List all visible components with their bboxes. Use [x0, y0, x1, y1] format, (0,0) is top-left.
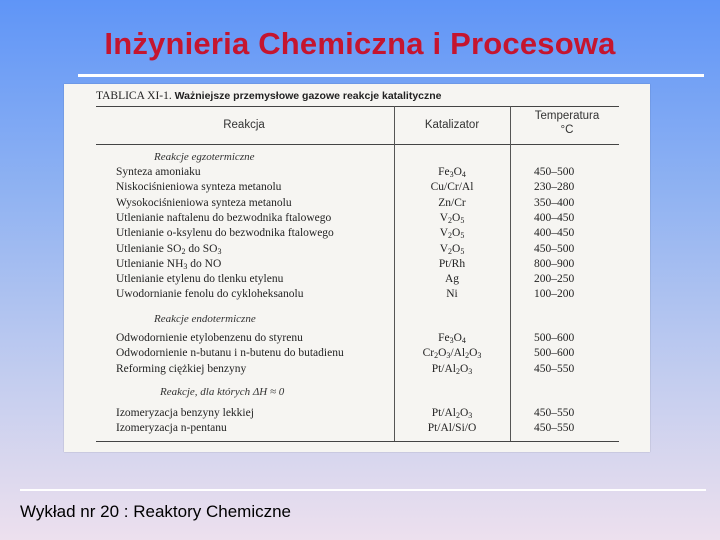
- temperature-cell: 450–550: [534, 422, 575, 435]
- table-header-border: [96, 144, 619, 145]
- temperature-cell: 800–900: [534, 257, 575, 270]
- catalyst-cell: Cu/Cr/Al: [430, 181, 474, 194]
- reaction-cell: Synteza amoniaku: [116, 166, 201, 178]
- reaction-cell: Utlenianie naftalenu do bezwodnika ftalowego: [116, 211, 332, 224]
- temperature-cell: 350–400: [534, 196, 575, 209]
- reaction-cell: Reforming ciężkiej benzyny: [116, 362, 247, 375]
- table-caption: [96, 90, 442, 102]
- catalyst-cell: Zn/Cr: [438, 196, 466, 209]
- catalyst-cell: $V_2O_5$: [439, 211, 465, 225]
- temperature-cell: 400–450: [534, 211, 575, 224]
- catalyst-cell: Pt/Rh: [438, 257, 466, 270]
- catalyst-cell: $Pt/Al_2O_3$: [431, 362, 473, 376]
- section-label: Reakcje endotermiczne: [154, 313, 256, 325]
- catalyst-cell: $V_2O_5$: [439, 242, 465, 256]
- reaction-cell: Odwodornienie n-butanu i n-butenu do butadienu: [116, 347, 344, 360]
- catalyst-cell: $Pt/Al_2O_3$: [431, 407, 473, 420]
- reaction-cell: Izomeryzacja benzyny lekkiej: [116, 407, 254, 419]
- reaction-cell: Wysokociśnieniowa synteza metanolu: [116, 196, 292, 209]
- column-divider-1: [394, 106, 395, 441]
- header-catalyst: Katalizator: [424, 119, 480, 131]
- table-bottom-border: [96, 441, 619, 442]
- temperature-cell: 450–550: [534, 407, 575, 419]
- temperature-cell: 100–200: [534, 288, 575, 301]
- reaction-cell: Izomeryzacja n-pentanu: [116, 422, 227, 435]
- section-label: Reakcje, dla których ΔH ≈ 0: [160, 386, 285, 398]
- footer-divider: [20, 489, 706, 491]
- table-caption-prefix: TABLICA XI-1.: [96, 90, 172, 102]
- table-caption-title: Ważniejsze przemysłowe gazowe reakcje katalityczne: [174, 90, 442, 102]
- catalyst-cell: Ag: [444, 273, 460, 286]
- header-temperature: Temperatura: [534, 110, 600, 122]
- reaction-cell: Utlenianie $NH_3$ do NO: [116, 257, 222, 271]
- catalyst-cell: Ni: [446, 288, 458, 301]
- reaction-cell: Utlenianie etylenu do tlenku etylenu: [116, 273, 284, 286]
- catalyst-cell: $V_2O_5$: [439, 227, 465, 241]
- catalyst-cell: $Fe_3O_4$: [438, 332, 466, 345]
- temperature-cell: 200–250: [534, 273, 575, 286]
- reaction-cell: Utlenianie o-ksylenu do bezwodnika ftalowego: [116, 227, 334, 240]
- reaction-cell: Utlenianie $SO_2$ do $SO_3$: [116, 242, 222, 256]
- footer-text: Wykład nr 20 : Reaktory Chemiczne: [20, 502, 292, 521]
- temperature-cell: 400–450: [534, 227, 575, 240]
- catalyst-cell: Pt/Al/Si/O: [427, 422, 477, 435]
- temperature-cell: 450–500: [534, 166, 575, 178]
- table-top-border: [96, 106, 619, 107]
- temperature-cell: 450–500: [534, 242, 575, 255]
- temperature-cell: 500–600: [534, 332, 575, 344]
- column-divider-2: [510, 106, 511, 441]
- catalyst-cell: $Fe_3O_4$: [438, 166, 466, 179]
- reaction-cell: Niskociśnieniowa synteza metanolu: [116, 181, 282, 194]
- temperature-cell: 500–600: [534, 347, 575, 360]
- reaction-cell: Odwodornienie etylobenzenu do styrenu: [116, 332, 303, 344]
- temperature-cell: 450–550: [534, 362, 575, 375]
- scanned-table: [64, 84, 650, 452]
- catalyst-cell: $Cr_2O_3/Al_2O_3$: [422, 347, 482, 361]
- header-temperature-unit: °C: [560, 124, 574, 136]
- header-reaction: Reakcja: [223, 119, 265, 131]
- section-label: Reakcje egzotermiczne: [154, 151, 255, 163]
- reaction-cell: Uwodornianie fenolu do cykloheksanolu: [116, 288, 304, 301]
- title-divider: [78, 74, 704, 77]
- slide-title: Inżynieria Chemiczna i Procesowa: [104, 26, 616, 61]
- temperature-cell: 230–280: [534, 181, 575, 194]
